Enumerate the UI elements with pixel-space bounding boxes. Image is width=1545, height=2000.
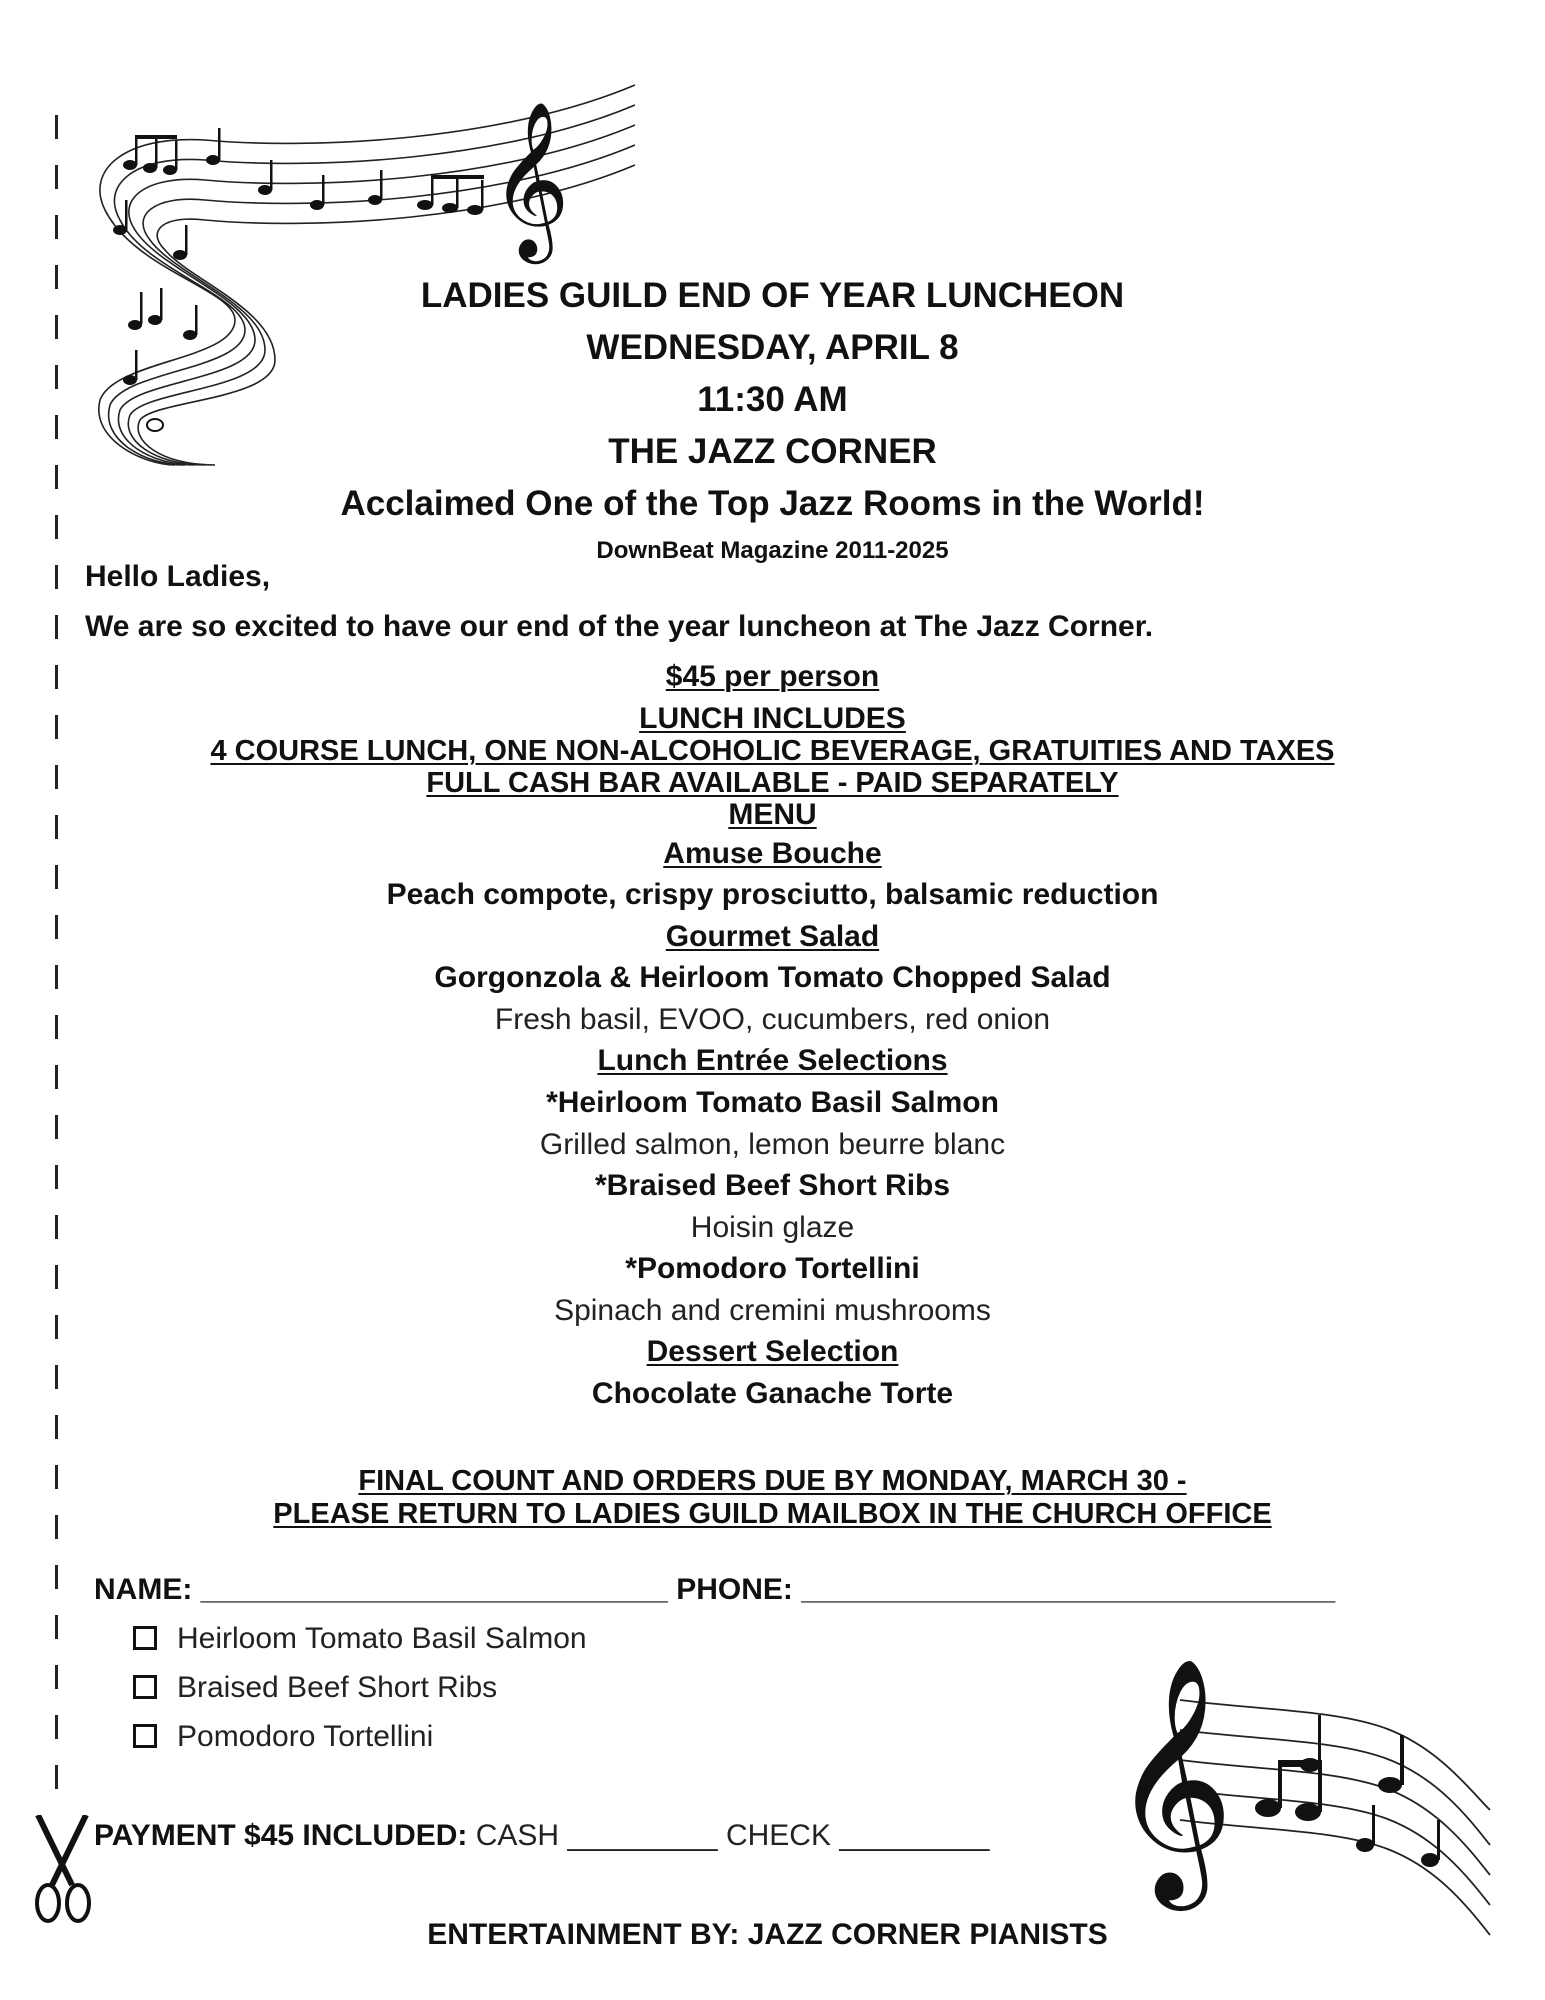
payment-label: PAYMENT $45 INCLUDED:: [94, 1819, 468, 1852]
deadline-line-1: FINAL COUNT AND ORDERS DUE BY MONDAY, MARCH 30 -: [358, 1465, 1187, 1497]
includes-heading: LUNCH INCLUDES: [639, 702, 906, 735]
salad-heading: Gourmet Salad: [665, 920, 880, 953]
entree-desc: Hoisin glaze: [690, 1211, 855, 1244]
option-label: Pomodoro Tortellini: [177, 1720, 434, 1753]
music-staff-icon: [1110, 1620, 1500, 1950]
check-field[interactable]: _________: [839, 1819, 990, 1852]
event-title: LADIES GUILD END OF YEAR LUNCHEON: [420, 276, 1125, 315]
salad-desc: Fresh basil, EVOO, cucumbers, red onion: [494, 1003, 1051, 1036]
entertainment-note: ENTERTAINMENT BY: JAZZ CORNER PIANISTS: [427, 1918, 1108, 1951]
entree-name: *Braised Beef Short Ribs: [594, 1169, 951, 1202]
menu-heading: MENU: [728, 798, 817, 831]
entree-name: *Pomodoro Tortellini: [625, 1252, 920, 1285]
checkbox-icon[interactable]: [133, 1626, 157, 1650]
deadline-line-2: PLEASE RETURN TO LADIES GUILD MAILBOX IN THE CHURCH OFFICE: [273, 1498, 1272, 1530]
greeting: Hello Ladies,: [85, 560, 271, 593]
dessert-item: Chocolate Ganache Torte: [591, 1377, 954, 1410]
option-label: Heirloom Tomato Basil Salmon: [177, 1622, 587, 1655]
amuse-heading: Amuse Bouche: [663, 837, 882, 870]
venue-acclaim: Acclaimed One of the Top Jazz Rooms in the World!: [340, 484, 1205, 523]
name-phone-row: [94, 1573, 1335, 1607]
entree-heading: Lunch Entrée Selections: [597, 1044, 948, 1077]
check-label: CHECK: [725, 1819, 831, 1852]
entree-desc: Grilled salmon, lemon beurre blanc: [539, 1128, 1006, 1161]
phone-label: PHONE:: [676, 1573, 793, 1606]
svg-text:𝄞: 𝄞: [1110, 1655, 1235, 1900]
entree-name: *Heirloom Tomato Basil Salmon: [546, 1086, 999, 1119]
entree-option[interactable]: [133, 1720, 433, 1754]
entree-option[interactable]: [133, 1671, 497, 1705]
name-label: NAME:: [94, 1573, 193, 1606]
checkbox-icon[interactable]: [133, 1675, 157, 1699]
amuse-item: Peach compote, crispy prosciutto, balsamic reduction: [386, 878, 1159, 911]
svg-text:𝄞: 𝄞: [490, 100, 570, 257]
event-venue: THE JAZZ CORNER: [608, 432, 937, 471]
intro-message: We are so excited to have our end of the year luncheon at The Jazz Corner.: [85, 610, 1154, 643]
payment-row: [94, 1819, 990, 1853]
event-date: WEDNESDAY, APRIL 8: [586, 328, 959, 367]
cash-label: CASH: [475, 1819, 560, 1852]
cash-bar-note: FULL CASH BAR AVAILABLE - PAID SEPARATELY: [426, 767, 1119, 799]
entree-desc: Spinach and cremini mushrooms: [554, 1294, 991, 1327]
checkbox-icon[interactable]: [133, 1724, 157, 1748]
phone-field[interactable]: ________________________________: [801, 1573, 1336, 1606]
event-time: 11:30 AM: [697, 380, 848, 419]
includes-detail: 4 COURSE LUNCH, ONE NON-ALCOHOLIC BEVERAGE, GRATUITIES AND TAXES: [210, 735, 1335, 767]
entree-option[interactable]: [133, 1622, 587, 1656]
price: $45 per person: [665, 660, 880, 693]
acclaim-source: DownBeat Magazine 2011-2025: [596, 537, 949, 564]
cash-field[interactable]: _________: [567, 1819, 718, 1852]
option-label: Braised Beef Short Ribs: [177, 1671, 498, 1704]
salad-name: Gorgonzola & Heirloom Tomato Chopped Salad: [434, 961, 1111, 994]
dessert-heading: Dessert Selection: [646, 1335, 899, 1368]
name-field[interactable]: ____________________________: [200, 1573, 668, 1606]
scissors-icon: [28, 1815, 98, 1925]
